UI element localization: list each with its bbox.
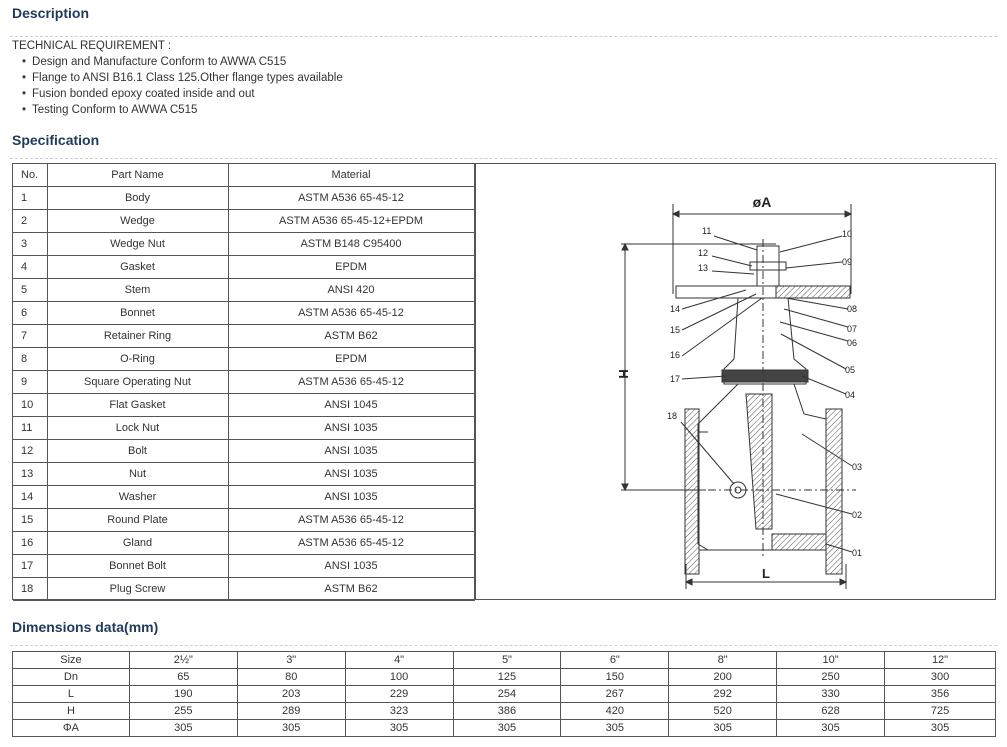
table-header-row (13, 164, 474, 187)
callout-label: 18 (667, 411, 678, 421)
table-cell: 3" (237, 652, 345, 669)
technical-requirements (12, 38, 343, 118)
table-row (13, 302, 474, 325)
table-row (13, 555, 474, 578)
table-cell: Size (13, 652, 130, 669)
table-cell: 386 (453, 703, 561, 720)
divider (10, 36, 997, 37)
table-cell: 14 (13, 486, 47, 509)
callout-label: 08 (847, 304, 858, 314)
dimensions-table (12, 651, 996, 737)
table-cell: 80 (237, 669, 345, 686)
callout-label: 03 (852, 462, 863, 472)
table-cell: 330 (777, 686, 885, 703)
table-cell: 12" (885, 652, 996, 669)
table-cell: 6 (13, 302, 47, 325)
table-cell: 8" (669, 652, 777, 669)
specification-block (12, 163, 996, 600)
table-cell: 254 (453, 686, 561, 703)
table-cell: 305 (129, 720, 237, 737)
table-cell: 203 (237, 686, 345, 703)
table-cell: 305 (345, 720, 453, 737)
table-row (13, 348, 474, 371)
table-cell: Retainer Ring (47, 325, 228, 348)
table-cell: EPDM (228, 348, 474, 371)
table-cell: 520 (669, 703, 777, 720)
table-cell: 356 (885, 686, 996, 703)
specification-heading: Specification (12, 132, 100, 148)
divider (10, 645, 997, 646)
table-row (13, 463, 474, 486)
table-cell: ANSI 1035 (228, 463, 474, 486)
table-row (13, 440, 474, 463)
table-cell: Round Plate (47, 509, 228, 532)
table-row (13, 703, 996, 720)
table-cell: Lock Nut (47, 417, 228, 440)
description-heading: Description (12, 5, 90, 21)
table-cell: 229 (345, 686, 453, 703)
dim-a-label: øA (752, 194, 772, 210)
table-cell: 9 (13, 371, 47, 394)
table-cell: 420 (561, 703, 669, 720)
table-cell: EPDM (228, 256, 474, 279)
callout-label: 16 (670, 350, 681, 360)
table-cell: 305 (561, 720, 669, 737)
table-row (13, 509, 474, 532)
table-cell: ASTM A536 65-45-12 (228, 187, 474, 210)
callout-label: 06 (847, 338, 858, 348)
table-cell: ASTM A536 65-45-12 (228, 302, 474, 325)
callout-label: 12 (698, 248, 709, 258)
callout-label: 13 (698, 263, 709, 273)
table-row (13, 394, 474, 417)
table-cell: Bonnet (47, 302, 228, 325)
valve-drawing (476, 164, 997, 599)
table-cell: ASTM B62 (228, 578, 474, 601)
table-cell: 7 (13, 325, 47, 348)
table-cell: 100 (345, 669, 453, 686)
table-cell: 4" (345, 652, 453, 669)
table-cell: 2 (13, 210, 47, 233)
table-cell: Washer (47, 486, 228, 509)
table-cell: 300 (885, 669, 996, 686)
table-cell: H (13, 703, 130, 720)
table-row (13, 652, 996, 669)
table-cell: ASTM A536 65-45-12 (228, 532, 474, 555)
table-row (13, 371, 474, 394)
table-cell: 15 (13, 509, 47, 532)
table-cell: 11 (13, 417, 47, 440)
table-cell: 16 (13, 532, 47, 555)
table-cell: 190 (129, 686, 237, 703)
table-cell: ΦA (13, 720, 130, 737)
callout-label: 05 (845, 365, 856, 375)
table-cell: Wedge Nut (47, 233, 228, 256)
table-cell: 305 (777, 720, 885, 737)
table-cell: 18 (13, 578, 47, 601)
table-cell: 12 (13, 440, 47, 463)
table-cell: 289 (237, 703, 345, 720)
table-cell: Plug Screw (47, 578, 228, 601)
table-cell: ANSI 1045 (228, 394, 474, 417)
table-cell: ANSI 1035 (228, 417, 474, 440)
table-cell: 13 (13, 463, 47, 486)
callout-label: 07 (847, 324, 858, 334)
table-cell: 305 (669, 720, 777, 737)
table-cell: Material (228, 164, 474, 187)
table-cell: 5" (453, 652, 561, 669)
table-cell: 6" (561, 652, 669, 669)
table-row (13, 669, 996, 686)
table-cell: 628 (777, 703, 885, 720)
table-cell: 4 (13, 256, 47, 279)
callout-label: 15 (670, 325, 681, 335)
dim-l-label: L (762, 566, 770, 581)
list-item: • Flange to ANSI B16.1 Class 125.Other flange types available (22, 70, 343, 86)
table-row (13, 210, 474, 233)
table-row (13, 256, 474, 279)
table-cell: ASTM A536 65-45-12 (228, 371, 474, 394)
table-cell: O-Ring (47, 348, 228, 371)
table-cell: Flat Gasket (47, 394, 228, 417)
table-cell: 305 (453, 720, 561, 737)
table-cell: 1 (13, 187, 47, 210)
table-cell: 323 (345, 703, 453, 720)
table-cell: Bolt (47, 440, 228, 463)
dimensions-heading: Dimensions data(mm) (12, 619, 159, 635)
dim-h-label: H (616, 369, 631, 379)
table-cell: 5 (13, 279, 47, 302)
callout-label: 02 (852, 510, 863, 520)
table-cell: 255 (129, 703, 237, 720)
table-row (13, 417, 474, 440)
table-cell: Part Name (47, 164, 228, 187)
list-item: • Testing Conform to AWWA C515 (22, 102, 343, 118)
callout-label: 09 (842, 257, 853, 267)
table-cell: 2½" (129, 652, 237, 669)
table-cell: ASTM A536 65-45-12+EPDM (228, 210, 474, 233)
table-row (13, 686, 996, 703)
table-row (13, 486, 474, 509)
table-cell: Gland (47, 532, 228, 555)
table-cell: 200 (669, 669, 777, 686)
callout-label: 11 (702, 226, 712, 236)
table-cell: 150 (561, 669, 669, 686)
table-cell: 292 (669, 686, 777, 703)
table-cell: 267 (561, 686, 669, 703)
table-cell: L (13, 686, 130, 703)
requirement-list (12, 54, 343, 118)
requirement-title: TECHNICAL REQUIREMENT : (12, 40, 172, 52)
table-row (13, 187, 474, 210)
callout-label: 17 (670, 374, 681, 384)
table-row (13, 279, 474, 302)
list-item: • Design and Manufacture Conform to AWWA C515 (22, 54, 343, 70)
table-cell: ASTM B148 C95400 (228, 233, 474, 256)
table-row (13, 325, 474, 348)
table-cell: ANSI 1035 (228, 555, 474, 578)
table-row (13, 233, 474, 256)
table-cell: 125 (453, 669, 561, 686)
callout-label: 10 (842, 229, 853, 239)
table-cell: 10 (13, 394, 47, 417)
table-cell: ASTM A536 65-45-12 (228, 509, 474, 532)
table-cell: 8 (13, 348, 47, 371)
table-cell: Wedge (47, 210, 228, 233)
table-cell: ASTM B62 (228, 325, 474, 348)
parts-table (13, 164, 475, 601)
table-cell: Square Operating Nut (47, 371, 228, 394)
table-cell: 250 (777, 669, 885, 686)
list-item: • Fusion bonded epoxy coated inside and out (22, 86, 343, 102)
table-cell: ANSI 1035 (228, 440, 474, 463)
callout-label: 01 (852, 548, 863, 558)
table-row (13, 532, 474, 555)
table-cell: Body (47, 187, 228, 210)
table-cell: 17 (13, 555, 47, 578)
table-cell: No. (13, 164, 47, 187)
table-cell: Gasket (47, 256, 228, 279)
table-cell: ANSI 1035 (228, 486, 474, 509)
table-cell: Bonnet Bolt (47, 555, 228, 578)
table-row (13, 720, 996, 737)
callout-label: 14 (670, 304, 681, 314)
table-row (13, 578, 474, 601)
table-cell: 305 (885, 720, 996, 737)
valve-diagram (475, 164, 997, 599)
callout-label: 04 (845, 390, 856, 400)
table-cell: ANSI 420 (228, 279, 474, 302)
table-cell: Dn (13, 669, 130, 686)
table-cell: Stem (47, 279, 228, 302)
table-cell: 3 (13, 233, 47, 256)
table-cell: 725 (885, 703, 996, 720)
table-cell: 65 (129, 669, 237, 686)
table-cell: Nut (47, 463, 228, 486)
table-cell: 10" (777, 652, 885, 669)
table-cell: 305 (237, 720, 345, 737)
divider (10, 158, 997, 159)
